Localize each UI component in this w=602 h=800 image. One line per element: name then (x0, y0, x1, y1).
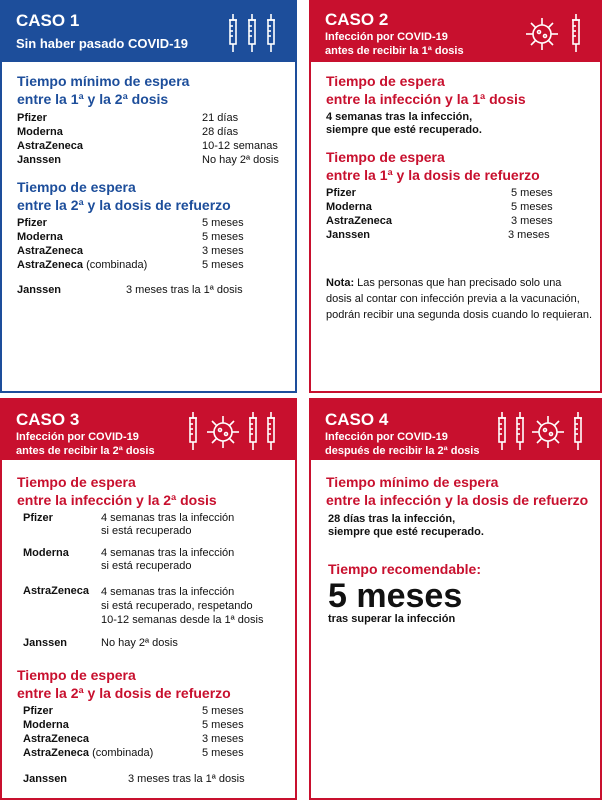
case-2-row-value: 3 meses (511, 215, 553, 227)
case-2-row-label: AstraZeneca (326, 215, 393, 227)
case-4-subtitle: Infección por COVID-19 después de recibir la 2ª dosis (325, 431, 480, 457)
case-1-janssen-value: 3 meses tras la 1ª dosis (126, 284, 243, 296)
case-3-card (0, 398, 297, 800)
case-3-row-value: 5 meses (202, 747, 244, 759)
case-3-row-value: 4 semanas tras la infección si está recuperado (101, 512, 235, 537)
syringe-icon (249, 412, 257, 450)
case-1-section-2-title: Tiempo de espera entre la 2ª y la dosis de refuerzo (17, 179, 231, 213)
case-1-title: CASO 1 (16, 11, 80, 30)
case-3-row-label: AstraZeneca (combinada) (23, 747, 154, 759)
syringe-icon (516, 412, 524, 450)
case-2-section-2-title: Tiempo de espera entre la 1ª y la dosis de refuerzo (326, 149, 540, 183)
case-3-section-2-title: Tiempo de espera entre la 2ª y la dosis de refuerzo (17, 667, 231, 701)
case-2-row-value: 3 meses (508, 229, 550, 241)
case-1-row-value: 5 meses (202, 259, 244, 271)
case-3-row-value: No hay 2ª dosis (101, 637, 178, 649)
case-3-row-label: AstraZeneca (23, 733, 90, 745)
syringe-icon (572, 14, 580, 52)
case-2-row-label: Pfizer (326, 187, 356, 199)
case-1-row-label: Moderna (17, 126, 63, 138)
case-4-title: CASO 4 (325, 410, 389, 429)
case-1-row-value: 10-12 semanas (202, 140, 278, 152)
syringe-icon (229, 14, 237, 52)
note-label: Nota: (326, 277, 355, 289)
case-1-janssen-label: Janssen (17, 284, 62, 296)
case-1-row-value: 5 meses (202, 231, 244, 243)
case-2-section-1-title: Tiempo de espera entre la infección y la 1ª dosis (326, 73, 526, 107)
case-3-row-value: 4 semanas tras la infección si está recuperado, respetando 10-12 semanas desde la 1ª dosis (101, 586, 264, 626)
case-2-section-1-text: 4 semanas tras la infección, siempre que esté recuperado. (326, 111, 482, 136)
syringe-icon (267, 412, 275, 450)
case-3-icons (185, 410, 281, 452)
case-1-row-label: Moderna (17, 231, 63, 243)
case-3-row-value: 5 meses (202, 705, 244, 717)
case-1-row-label: AstraZeneca (combinada) (17, 259, 148, 271)
case-1-subtitle: Sin haber pasado COVID-19 (16, 36, 188, 51)
case-1-row-value: 21 días (202, 112, 239, 124)
case-2-row-label: Janssen (326, 229, 371, 241)
syringe-group-icon (225, 12, 281, 54)
syringe-icon (574, 412, 582, 450)
case-1-header (2, 2, 295, 62)
case-1-row-label: Pfizer (17, 112, 47, 124)
syringe-icon (248, 14, 256, 52)
syringe-icon (189, 412, 197, 450)
syringe-icon (267, 14, 275, 52)
case-4-recommended-value: 5 meses (328, 577, 463, 615)
case-3-row-label: AstraZeneca (23, 585, 90, 597)
case-3-title: CASO 3 (16, 410, 80, 429)
case-3-janssen-value: 3 meses tras la 1ª dosis (128, 773, 245, 785)
case-2-card (309, 0, 602, 393)
case-3-subtitle: Infección por COVID-19 antes de recibir la 2ª dosis (16, 431, 155, 457)
case-3-row-label: Moderna (23, 719, 69, 731)
case-2-subtitle: Infección por COVID-19 antes de recibir la 1ª dosis (325, 31, 464, 57)
virus-icon (532, 416, 564, 448)
case-4-section-1-text: 28 días tras la infección, siempre que esté recuperado. (328, 513, 484, 538)
case-2-title: CASO 2 (325, 10, 389, 29)
case-2-header (311, 2, 600, 62)
case-4-header (311, 400, 600, 460)
case-1-row-value: 3 meses (202, 245, 244, 257)
case-1-row-value: No hay 2ª dosis (202, 154, 279, 166)
case-4-section-1-title: Tiempo mínimo de espera entre la infección y la dosis de refuerzo (326, 474, 589, 508)
case-2-row-label: Moderna (326, 201, 372, 213)
case-1-icons (225, 12, 281, 54)
syringe-icon (498, 412, 506, 450)
case-2-icons (522, 12, 586, 54)
case-2-row-value: 5 meses (511, 201, 553, 213)
virus-icon (526, 18, 558, 50)
case-1-row-label: Pfizer (17, 217, 47, 229)
case-4-card (309, 398, 602, 800)
case-3-header (2, 400, 295, 460)
case-3-row-value: 4 semanas tras la infección si está recuperado (101, 547, 235, 572)
case-1-card (0, 0, 297, 393)
case-3-row-label: Pfizer (23, 512, 53, 524)
case-3-row-label: Moderna (23, 547, 69, 559)
case-3-janssen-label: Janssen (23, 773, 68, 785)
case-3-section-1-title: Tiempo de espera entre la infección y la 2ª dosis (17, 474, 217, 508)
case-1-row-label: AstraZeneca (17, 140, 84, 152)
case-3-row-value: 5 meses (202, 719, 244, 731)
case-1-row-value: 5 meses (202, 217, 244, 229)
virus-icon (207, 416, 239, 448)
case-4-icons (494, 410, 586, 452)
case-2-note: Nota: Las personas que han precisado solo una dosis al contar con infección previa a la vacunación, podrán recibir una segunda dosis cuando lo requieran. (326, 277, 593, 321)
case-2-row-value: 5 meses (511, 187, 553, 199)
case-1-row-label: AstraZeneca (17, 245, 84, 257)
case-3-row-label: Pfizer (23, 705, 53, 717)
case-1-section-1-title: Tiempo mínimo de espera entre la 1ª y la 2ª dosis (17, 73, 190, 107)
case-1-row-value: 28 días (202, 126, 239, 138)
case-3-row-value: 3 meses (202, 733, 244, 745)
case-4-recommended-title: Tiempo recomendable: (328, 561, 482, 577)
case-4-recommended-text: tras superar la infección (328, 613, 456, 625)
case-1-row-label: Janssen (17, 154, 62, 166)
case-3-row-label: Janssen (23, 637, 68, 649)
